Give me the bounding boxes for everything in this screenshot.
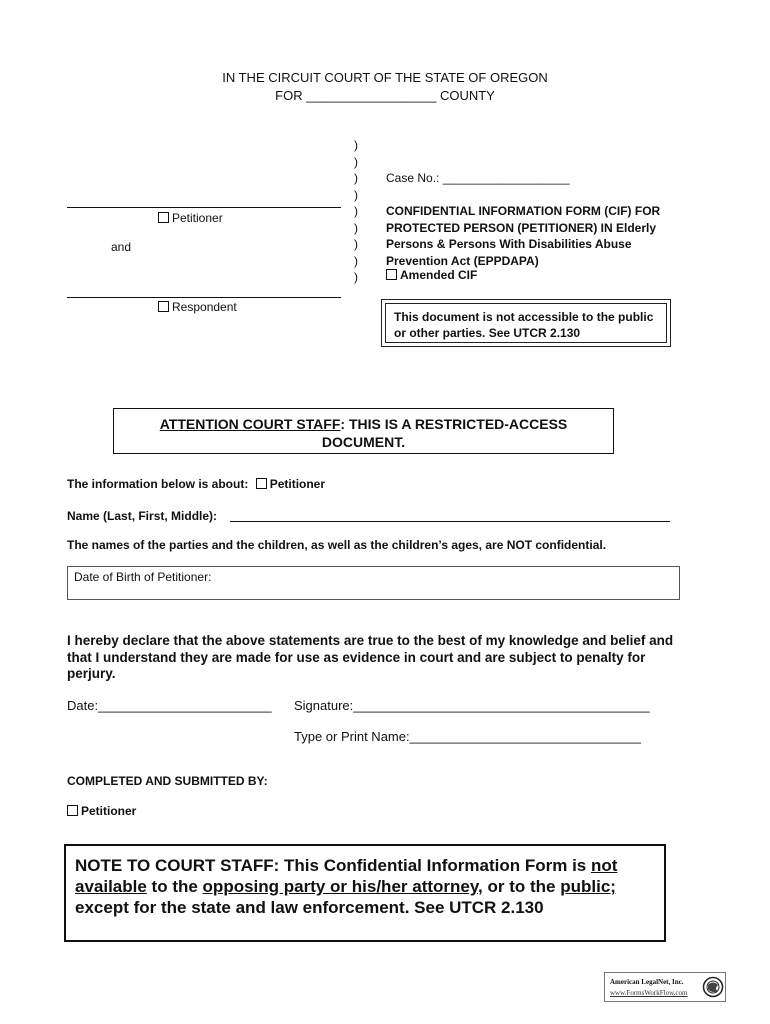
attention-body: : THIS IS A RESTRICTED-ACCESS DOCUMENT. (321, 416, 568, 450)
note-public: public; (560, 877, 616, 896)
publisher-logo (604, 972, 726, 1002)
completed-heading: COMPLETED AND SUBMITTED BY: (67, 774, 268, 788)
notice-box-outer (381, 299, 671, 347)
notice-box-inner (385, 303, 667, 343)
about-petitioner-label: Petitioner (269, 477, 326, 491)
note-text (75, 855, 655, 918)
paren: ) (354, 237, 358, 251)
paren: ) (354, 187, 358, 202)
paren: ) (354, 204, 358, 218)
publisher-url[interactable]: www.FormsWorkFlow.com (610, 989, 688, 997)
note-part-1: NOTE TO COURT STAFF: This Confidential Information Form is (75, 856, 591, 875)
form-title: CONFIDENTIAL INFORMATION FORM (CIF) FOR PROTECTED PERSON (PETITIONER) IN Elderly Persons & Persons With Disabilities Abuse Prevention Act (EPPDAPA) (386, 204, 661, 268)
dob-field[interactable] (67, 566, 680, 600)
date-line[interactable]: ________________________ (98, 698, 272, 713)
completed-petitioner-checkbox[interactable] (67, 805, 78, 816)
paren: ) (354, 138, 358, 152)
petitioner-option[interactable] (158, 211, 223, 225)
petitioner-name-line[interactable] (67, 207, 341, 208)
respondent-option[interactable] (158, 300, 237, 314)
case-number[interactable]: Case No.: ___________________ (386, 171, 570, 185)
about-petitioner-checkbox[interactable] (256, 478, 267, 489)
attention-label: ATTENTION COURT STAFF (159, 416, 341, 432)
amended-label: Amended CIF (400, 268, 478, 282)
note-part-2: to the (146, 877, 203, 896)
and-label: and (111, 240, 132, 254)
about-label: The information below is about: (67, 477, 249, 491)
caption-parens (354, 137, 358, 286)
respondent-label: Respondent (172, 300, 237, 314)
globe-icon (702, 976, 724, 998)
court-heading: IN THE CIRCUIT COURT OF THE STATE OF OREGON (222, 70, 548, 85)
dob-label: Date of Birth of Petitioner: (74, 570, 212, 584)
amended-checkbox[interactable] (386, 269, 397, 280)
note-box (64, 844, 666, 942)
note-part-4: except for the state and law enforcement. See UTCR 2.130 (75, 898, 544, 917)
petitioner-label: Petitioner (172, 211, 223, 225)
name-label: Name (Last, First, Middle): (67, 509, 218, 523)
paren: ) (354, 253, 358, 268)
note-part-3: , or to the (478, 877, 561, 896)
attention-text (144, 415, 583, 451)
paren: ) (354, 154, 358, 169)
paren: ) (354, 220, 358, 235)
declaration-text: I hereby declare that the above statements are true to the best of my knowledge and belief and that I understand they are made for use as evidence in court and are subject to penalty for perjury. (67, 633, 674, 681)
signature-line[interactable]: _________________________________________ (353, 698, 650, 713)
print-name-line[interactable]: ________________________________ (409, 729, 641, 744)
not-confidential-note: The names of the parties and the children, as well as the children’s ages, are NOT confidential. (67, 538, 607, 552)
name-field-line[interactable] (230, 521, 670, 522)
completed-petitioner-option[interactable] (67, 804, 136, 818)
petitioner-checkbox[interactable] (158, 212, 169, 223)
public-access-notice: This document is not accessible to the public or other parties. See UTCR 2.130 (394, 310, 654, 340)
signature-label: Signature: (294, 698, 354, 713)
note-opposing-party: opposing party or his/her attorney (202, 877, 479, 896)
about-row (67, 477, 325, 491)
signature-row[interactable] (294, 698, 650, 713)
attention-box (113, 408, 614, 454)
respondent-checkbox[interactable] (158, 301, 169, 312)
print-name-row[interactable] (294, 729, 641, 744)
date-row[interactable] (67, 698, 272, 713)
amended-option[interactable] (386, 268, 477, 282)
publisher-name: American LegalNet, Inc. (610, 978, 684, 986)
paren: ) (354, 270, 358, 284)
paren: ) (354, 171, 358, 185)
completed-petitioner-label: Petitioner (81, 804, 137, 818)
county-line: FOR __________________ COUNTY (275, 88, 495, 103)
date-label: Date: (67, 698, 99, 713)
print-name-label: Type or Print Name: (294, 729, 410, 744)
respondent-name-line[interactable] (67, 297, 341, 298)
note-not-available: not available (75, 856, 618, 896)
